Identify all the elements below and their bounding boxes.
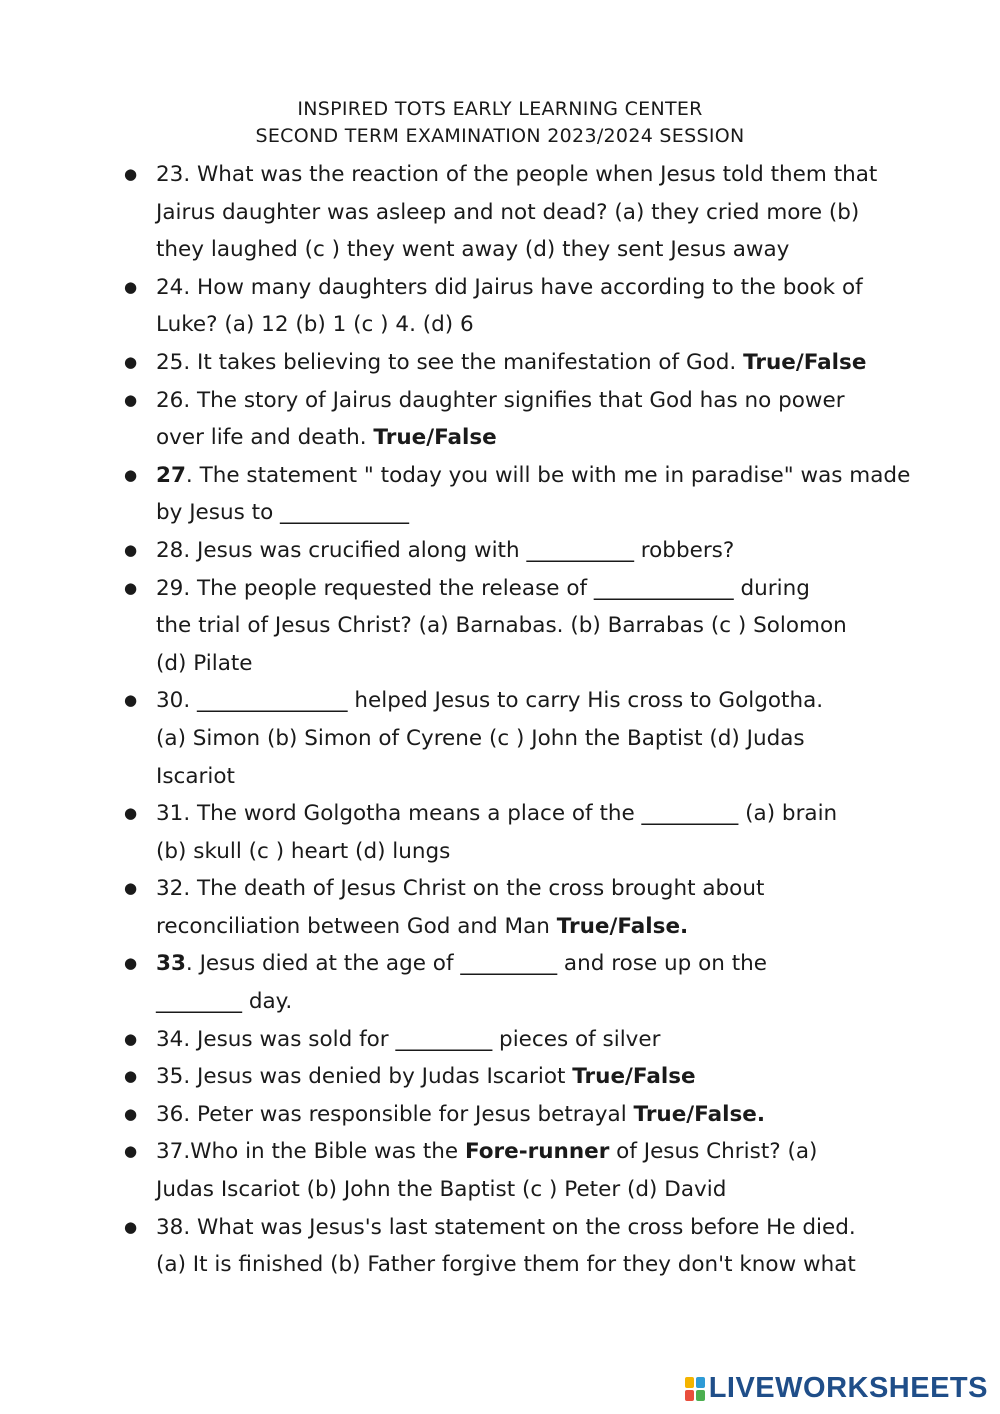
question-text: Jairus daughter was asleep and not dead? (a) they cried more (b) (156, 199, 860, 225)
question-text: 29. The people requested the release of _____________ during (156, 575, 810, 601)
question-32 (124, 870, 924, 945)
question-35 (124, 1058, 924, 1096)
question-text: over life and death. (156, 425, 374, 451)
liveworksheets-logo[interactable] (685, 1372, 988, 1405)
question-text: (a) It is finished (b) Father forgive them for they don't know what (156, 1252, 856, 1278)
bullet-icon: ● (124, 578, 138, 597)
question-text: 23. What was the reaction of the people when Jesus told them that (156, 162, 878, 187)
question-text: (a) Simon (b) Simon of Cyrene (c ) John the Baptist (d) Judas (156, 725, 805, 751)
brand-name: LIVEWORKSHEETS (708, 1372, 988, 1404)
question-text: by Jesus to ____________ (156, 500, 410, 526)
bullet-icon: ● (124, 465, 138, 484)
logo-square (696, 1377, 705, 1388)
question-text: reconciliation between God and Man (156, 913, 557, 939)
question-text: . Jesus died at the age of _________ and rose up on the (185, 951, 768, 977)
bullet-icon: ● (124, 879, 138, 898)
question-25 (124, 344, 924, 382)
true-false-label: True/False. (556, 913, 689, 939)
question-23 (124, 156, 924, 269)
question-38 (124, 1209, 924, 1284)
question-text: of Jesus Christ? (a) (609, 1139, 818, 1165)
question-text: ________ day. (156, 989, 293, 1015)
question-37 (124, 1133, 924, 1208)
bullet-icon: ● (124, 691, 138, 710)
school-name: INSPIRED TOTS EARLY LEARNING CENTER (297, 98, 703, 120)
question-30 (124, 682, 924, 795)
question-number: 33 (156, 951, 186, 977)
question-33 (124, 945, 924, 1020)
bold-term: Fore-runner (464, 1139, 610, 1165)
bullet-icon: ● (124, 277, 138, 296)
question-number: 27 (156, 462, 186, 488)
question-24 (124, 269, 924, 344)
question-text: 35. Jesus was denied by Judas Iscariot (156, 1064, 573, 1090)
bullet-icon: ● (124, 1067, 138, 1086)
question-text: 38. What was Jesus's last statement on the cross before He died. (156, 1214, 856, 1240)
bullet-icon: ● (124, 165, 138, 183)
question-list (124, 156, 924, 1284)
bullet-icon: ● (124, 1029, 138, 1048)
bullet-icon: ● (124, 390, 138, 409)
question-text: 28. Jesus was crucified along with __________ robbers? (156, 537, 735, 563)
logo-square (696, 1390, 705, 1401)
bullet-icon: ● (124, 1217, 138, 1236)
question-36 (124, 1096, 924, 1134)
bullet-icon: ● (124, 1142, 138, 1161)
liveworksheets-logo-icon (685, 1377, 705, 1401)
question-text: Iscariot (156, 763, 235, 789)
question-text: . The statement " today you will be with me in paradise" was made (185, 462, 911, 488)
question-28 (124, 532, 924, 570)
question-27 (124, 457, 924, 532)
true-false-label: True/False (373, 425, 497, 451)
bullet-icon: ● (124, 1104, 138, 1123)
question-text: 32. The death of Jesus Christ on the cross brought about (156, 876, 765, 902)
true-false-label: True/False. (633, 1101, 766, 1127)
question-29 (124, 570, 924, 683)
bullet-icon: ● (124, 352, 138, 371)
question-text: they laughed (c ) they went away (d) they sent Jesus away (156, 237, 790, 263)
question-text: the trial of Jesus Christ? (a) Barnabas. (b) Barrabas (c ) Solomon (156, 613, 847, 639)
logo-square (685, 1377, 694, 1388)
question-text: (d) Pilate (156, 650, 253, 676)
true-false-label: True/False (572, 1064, 696, 1090)
question-text: 30. ______________ helped Jesus to carry His cross to Golgotha. (156, 688, 824, 714)
bullet-icon: ● (124, 954, 138, 973)
question-text: 25. It takes believing to see the manifestation of God. (156, 349, 744, 375)
question-text: Judas Iscariot (b) John the Baptist (c ) Peter (d) David (156, 1177, 727, 1203)
question-text: 24. How many daughters did Jairus have according to the book of (156, 274, 863, 300)
question-text: 37.Who in the Bible was the (156, 1139, 465, 1165)
question-26 (124, 382, 924, 457)
question-text: 36. Peter was responsible for Jesus betrayal (156, 1101, 634, 1127)
question-31 (124, 795, 924, 870)
bullet-icon: ● (124, 540, 138, 559)
question-text: 34. Jesus was sold for _________ pieces of silver (156, 1026, 661, 1052)
exam-title: SECOND TERM EXAMINATION 2023/2024 SESSION (255, 125, 745, 147)
question-text: 31. The word Golgotha means a place of the _________ (a) brain (156, 801, 838, 827)
question-text: 26. The story of Jairus daughter signifies that God has no power (156, 387, 845, 413)
true-false-label: True/False (743, 349, 867, 375)
question-text: Luke? (a) 12 (b) 1 (c ) 4. (d) 6 (156, 312, 474, 338)
bullet-icon: ● (124, 804, 138, 823)
logo-square (685, 1390, 694, 1401)
question-34 (124, 1021, 924, 1059)
question-text: (b) skull (c ) heart (d) lungs (156, 838, 451, 864)
exam-header (0, 96, 1000, 150)
